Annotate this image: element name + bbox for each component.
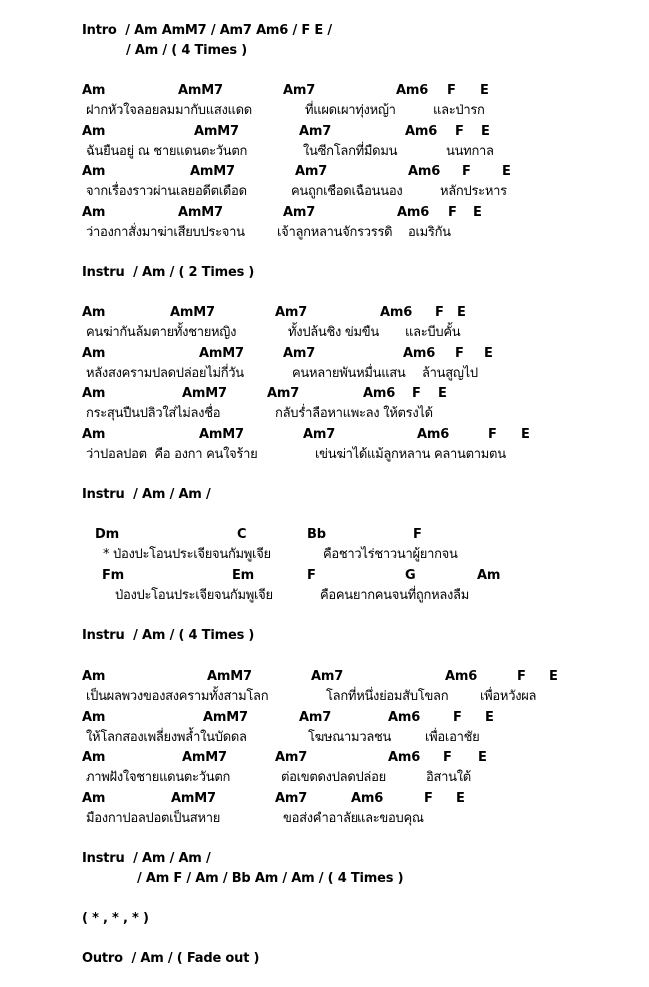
- intro-repeat: / Am / ( 4 Times ): [126, 43, 248, 58]
- lyric-segment: ที่แผดเผาทุ่งหญ้า: [305, 103, 396, 119]
- chord: F: [448, 204, 457, 220]
- chord-row: [0, 344, 649, 364]
- chord: Am: [82, 305, 106, 320]
- chord: E: [438, 386, 447, 401]
- lyric-segment: ทั้งปล้นชิง ข่มขืน: [288, 325, 379, 341]
- chord: Am7: [299, 709, 332, 725]
- chord: Am7: [267, 386, 300, 401]
- lyric-segment: เข่นฆ่าได้แม้ลูกหลาน คลานตามตน: [315, 446, 506, 462]
- chord: Am7: [299, 123, 332, 139]
- chord-row: [0, 425, 649, 445]
- chord: Am7: [283, 204, 316, 220]
- chord: F: [455, 123, 464, 139]
- chord-row: [0, 203, 649, 223]
- lyric-row: [0, 223, 649, 243]
- lyric-segment: เจ้าลูกหลานจักรวรรดิ: [277, 224, 393, 240]
- lyric-segment: เพื่อเอาชัย: [425, 729, 480, 745]
- chord-row: [0, 525, 649, 545]
- chord: AmM7: [199, 426, 244, 442]
- chord-row: [0, 748, 649, 768]
- lyric-segment: ให้โลกสองเพลี่ยงพล้ำในบัดดล: [86, 729, 247, 745]
- chord: AmM7: [182, 386, 227, 401]
- chord: Am6: [397, 204, 430, 220]
- lyric-row: [0, 687, 649, 707]
- chord: F: [443, 750, 452, 765]
- instru-line-2: [0, 485, 649, 505]
- chord: Am: [82, 386, 106, 401]
- lyric-row: [0, 182, 649, 202]
- intro-line: [0, 21, 649, 41]
- chord: Am6: [445, 669, 478, 684]
- instru-label: Instru / Am / ( 2 Times ): [82, 265, 255, 280]
- lyric-row: [0, 586, 649, 606]
- chord: F: [424, 790, 433, 806]
- lyric-row: [0, 809, 649, 829]
- lyric-segment: ฉันยืนอยู่ ณ ชายแดนตะวันตก: [86, 143, 248, 159]
- instru-label: Instru / Am / ( 4 Times ): [82, 628, 255, 643]
- lyric-segment: เป็นผลพวงของสงครามทั้งสามโลก: [86, 689, 269, 705]
- repeat-marker: ( * , * , * ): [82, 911, 149, 926]
- lyric-row: [0, 364, 649, 384]
- chord-row: [0, 566, 649, 586]
- chord: Am6: [396, 83, 429, 98]
- lyric-segment: คือคนยากคนจนที่ถูกหลงลืม: [320, 587, 469, 603]
- chord: Am7: [283, 83, 316, 98]
- chord: Dm: [95, 527, 119, 542]
- chord: E: [484, 345, 493, 361]
- chord: Am6: [408, 164, 441, 179]
- lyric-segment: คนหลายพันหมื่นแสน: [292, 365, 406, 381]
- chord: Fm: [102, 567, 125, 583]
- chord: E: [485, 709, 494, 725]
- lyric-segment: โฆษณามวลชน: [308, 729, 392, 745]
- chord: F: [517, 669, 526, 684]
- chord: F: [455, 345, 464, 361]
- chord: AmM7: [170, 305, 215, 320]
- lyric-segment: นนทกาล: [446, 143, 494, 159]
- lyric-segment: ในซีกโลกที่มืดมน: [303, 143, 398, 159]
- chord: Em: [232, 567, 255, 583]
- lyric-row: [0, 101, 649, 121]
- instru-line-3: [0, 626, 649, 646]
- chord: Am7: [275, 790, 308, 806]
- chord: AmM7: [178, 83, 223, 98]
- instru-line-1: [0, 263, 649, 283]
- lyric-segment: * ป่องปะโอนประเจียจนกัมพูเจีย: [103, 547, 271, 563]
- chord: E: [481, 123, 490, 139]
- chord: Am7: [275, 305, 308, 320]
- outro-label: Outro / Am / ( Fade out ): [82, 951, 260, 966]
- lyric-segment: และป่ารก: [433, 103, 485, 119]
- chord: AmM7: [199, 345, 244, 361]
- outro-line: [0, 949, 649, 969]
- lyric-segment: ต่อเขตดงปลดปล่อย: [281, 770, 386, 786]
- lyric-segment: คนถูกเชือดเฉือนนอง: [291, 184, 403, 200]
- lyric-segment: หลักประหาร: [440, 184, 507, 200]
- chord: Am: [82, 750, 106, 765]
- lyric-segment: กระสุนปืนปลิวใส่ไม่ลงชื่อ: [86, 406, 221, 422]
- lyric-segment: คนฆ่ากันล้มตายทั้งชายหญิง: [86, 325, 237, 341]
- lyric-segment: อิสานใต้: [426, 770, 471, 786]
- lyric-segment: คือชาวไร่ชาวนาผู้ยากจน: [323, 547, 458, 563]
- chord: AmM7: [178, 204, 223, 220]
- lyric-row: [0, 445, 649, 465]
- chord: E: [521, 426, 530, 442]
- chord-row: [0, 162, 649, 182]
- chord: F: [307, 567, 316, 583]
- lyric-segment: กลับร่ำลือหาแพะลง ให้ตรงได้: [275, 406, 433, 422]
- lyric-row: [0, 545, 649, 565]
- chord: F: [462, 164, 471, 179]
- lyric-segment: อเมริกัน: [408, 224, 451, 240]
- chord: Am6: [388, 750, 421, 765]
- chord: F: [413, 527, 422, 542]
- lyric-segment: จากเรื่องราวผ่านเลยอดีตเดือด: [86, 184, 247, 200]
- chord: Am: [82, 123, 106, 139]
- instru-label: Instru / Am / Am /: [82, 487, 211, 502]
- lyric-segment: ป่องปะโอนประเจียจนกัมพูเจีย: [115, 587, 273, 603]
- chord: G: [405, 567, 416, 583]
- chord: Am: [477, 567, 501, 583]
- chord: C: [237, 527, 247, 542]
- instru-line-4: [0, 849, 649, 869]
- chord: F: [412, 386, 421, 401]
- chord: Am6: [351, 790, 384, 806]
- chord: E: [480, 83, 489, 98]
- intro-label: Intro / Am AmM7 / Am7 Am6 / F E /: [82, 23, 332, 38]
- chord-row: [0, 667, 649, 687]
- lyric-row: [0, 323, 649, 343]
- chord: AmM7: [203, 709, 248, 725]
- chord: Am6: [388, 709, 421, 725]
- intro-line-2: [0, 41, 649, 61]
- lyric-segment: ว่าปอลปอต คือ องกา คนใจร้าย: [86, 446, 258, 462]
- chord: F: [453, 709, 462, 725]
- chord: Am: [82, 426, 106, 442]
- chord: AmM7: [190, 164, 235, 179]
- chord-row: [0, 303, 649, 323]
- chord: F: [447, 83, 456, 98]
- lyric-segment: และขอบคุณ: [357, 810, 424, 826]
- lyric-segment: โลกที่หนึ่งย่อมสับโขลก: [326, 689, 449, 705]
- instru-line-4b: [0, 869, 649, 889]
- chord: Am: [82, 790, 106, 806]
- chord: E: [457, 305, 466, 320]
- chord: Bb: [307, 527, 326, 542]
- instru-repeat: / Am F / Am / Bb Am / Am / ( 4 Times ): [137, 871, 404, 886]
- lyric-segment: เพื่อหวังผล: [480, 689, 537, 705]
- chord: Am7: [295, 164, 328, 179]
- lyric-row: [0, 404, 649, 424]
- chord: E: [473, 204, 482, 220]
- chord-row: [0, 122, 649, 142]
- lyric-segment: ล้านสูญไป: [422, 365, 478, 381]
- chord-row: [0, 789, 649, 809]
- chord: Am6: [363, 386, 396, 401]
- chord: Am: [82, 164, 106, 179]
- lyric-row: [0, 728, 649, 748]
- instru-label: Instru / Am / Am /: [82, 851, 211, 866]
- lyric-segment: ขอส่งคำอาลัย: [283, 810, 358, 826]
- chord: Am: [82, 83, 106, 98]
- chord: F: [435, 305, 444, 320]
- chord: Am6: [380, 305, 413, 320]
- chord: Am7: [275, 750, 308, 765]
- chord-row: [0, 81, 649, 101]
- chord: Am7: [303, 426, 336, 442]
- lyric-segment: มืองกาปอลปอตเป็นสหาย: [86, 810, 221, 826]
- chord: AmM7: [171, 790, 216, 806]
- lyric-segment: ว่าองกาสั่งมาฆ่าเสียบประจาน: [86, 224, 245, 240]
- lyric-segment: และบีบคั้น: [405, 325, 461, 341]
- chord: E: [549, 669, 558, 684]
- chord: Am7: [283, 345, 316, 361]
- chord: Am6: [405, 123, 438, 139]
- repeat-marker-line: [0, 909, 649, 929]
- chord-row: [0, 384, 649, 404]
- chord: E: [456, 790, 465, 806]
- chord: Am: [82, 669, 106, 684]
- chord: E: [502, 164, 511, 179]
- chord: Am: [82, 204, 106, 220]
- chord: AmM7: [194, 123, 239, 139]
- chord: AmM7: [182, 750, 227, 765]
- lyric-segment: ฝากหัวใจลอยลมมากับแสงแดด: [86, 103, 252, 119]
- lyric-row: [0, 768, 649, 788]
- chord: AmM7: [207, 669, 252, 684]
- chord: F: [488, 426, 497, 442]
- lyric-row: [0, 142, 649, 162]
- chord: Am6: [403, 345, 436, 361]
- lyric-segment: หลังสงครามปลดปล่อยไม่กี่วัน: [86, 365, 244, 381]
- chord: Am7: [311, 669, 344, 684]
- chord: Am6: [417, 426, 450, 442]
- chord-row: [0, 708, 649, 728]
- chord: E: [478, 750, 487, 765]
- chord: Am: [82, 345, 106, 361]
- lyric-segment: ภาพฝังใจชายแดนตะวันตก: [86, 770, 231, 786]
- chord: Am: [82, 709, 106, 725]
